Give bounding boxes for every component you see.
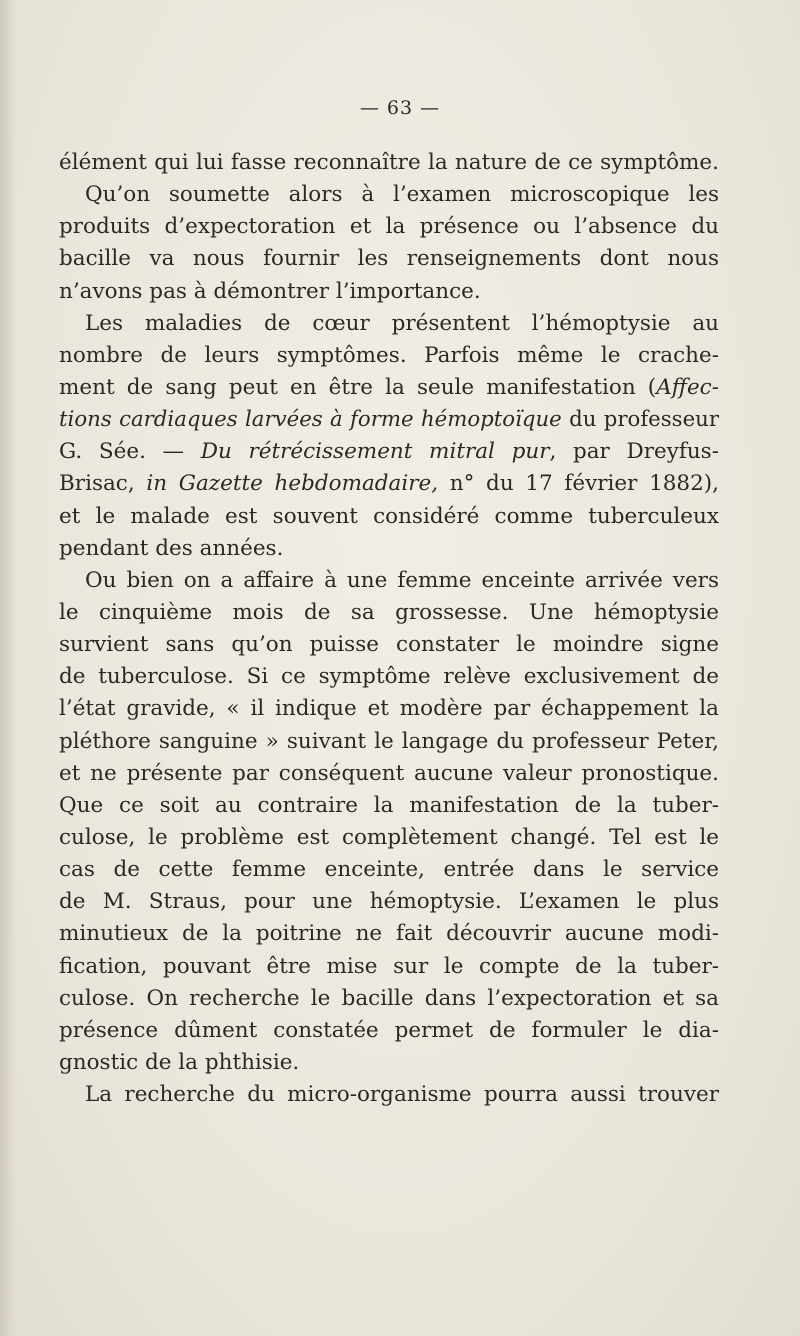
- page-number: — 63 —: [359, 97, 441, 119]
- page-binding-edge: [0, 0, 16, 1336]
- text-segment: du professeur: [561, 407, 719, 433]
- text-line: pendant des années.: [59, 535, 284, 561]
- citation-title: Du rétrécissement mitral pur: [200, 439, 550, 465]
- text-line: Qu’on soumette alors à l’examen microscopique les: [85, 182, 719, 208]
- text-line: Que ce soit au contraire la manifestation de la tuber-: [59, 792, 719, 818]
- text-line: élément qui lui fasse reconnaître la nature de ce symptôme.: [59, 150, 719, 175]
- text-line: [59, 468, 719, 500]
- text-line: l’état gravide, « il indique et modère par échappement la: [59, 696, 719, 722]
- text-line: Les maladies de cœur présentent l’hémoptysie au: [85, 310, 719, 336]
- text-segment: ment de sang peut en être la seule manifestation (: [59, 374, 657, 400]
- text-line: de M. Straus, pour une hémoptysie. L’examen le plus: [59, 889, 719, 915]
- text-line: et ne présente par conséquent aucune valeur pronostique.: [59, 760, 719, 786]
- text-line: [59, 404, 719, 436]
- text-line: produits d’expectoration et la présence ou l’absence du: [59, 214, 719, 240]
- text-line: minutieux de la poitrine ne fait découvrir aucune modi-: [59, 921, 719, 947]
- text-line: et le malade est souvent considéré comme tuberculeux: [59, 503, 719, 529]
- text-line: pléthore sanguine » suivant le langage du professeur Peter,: [59, 728, 719, 754]
- text-line: gnostic de la phthisie.: [59, 1049, 300, 1075]
- text-line: fication, pouvant être mise sur le compte de la tuber-: [59, 953, 719, 979]
- text-segment: Brisac,: [59, 471, 147, 497]
- text-line: [59, 436, 719, 468]
- citation-title: Affec-: [656, 374, 719, 400]
- text-segment: , par Dreyfus-: [549, 439, 719, 465]
- text-line: de tuberculose. Si ce symptôme relève exclusivement de: [59, 664, 719, 690]
- text-line: n’avons pas à démontrer l’importance.: [59, 278, 481, 304]
- text-line: Ou bien on a affaire à une femme enceinte arrivée vers: [85, 567, 719, 593]
- text-line: culose. On recherche le bacille dans l’expectoration et sa: [59, 985, 719, 1011]
- text-line: nombre de leurs symptômes. Parfois même le crache-: [59, 342, 719, 368]
- text-line: [59, 372, 719, 404]
- text-line: La recherche du micro-organisme pourra aussi trouver: [85, 1082, 719, 1108]
- text-line: présence dûment constatée permet de formuler le dia-: [59, 1017, 719, 1043]
- body-text: [59, 147, 719, 1111]
- text-segment: G. Sée. —: [59, 439, 201, 465]
- citation-title: tions cardiaques larvées à forme hémoptoïque: [59, 407, 562, 433]
- text-line: le cinquième mois de sa grossesse. Une hémoptysie: [59, 599, 719, 625]
- text-segment: n° du 17 février 1882),: [438, 471, 720, 497]
- text-line: survient sans qu’on puisse constater le moindre signe: [59, 632, 719, 658]
- text-line: cas de cette femme enceinte, entrée dans le service: [59, 857, 719, 883]
- text-line: bacille va nous fournir les renseignements dont nous: [59, 246, 719, 272]
- text-line: culose, le problème est complètement changé. Tel est le: [59, 824, 719, 850]
- citation-title: in Gazette hebdomadaire,: [146, 471, 439, 497]
